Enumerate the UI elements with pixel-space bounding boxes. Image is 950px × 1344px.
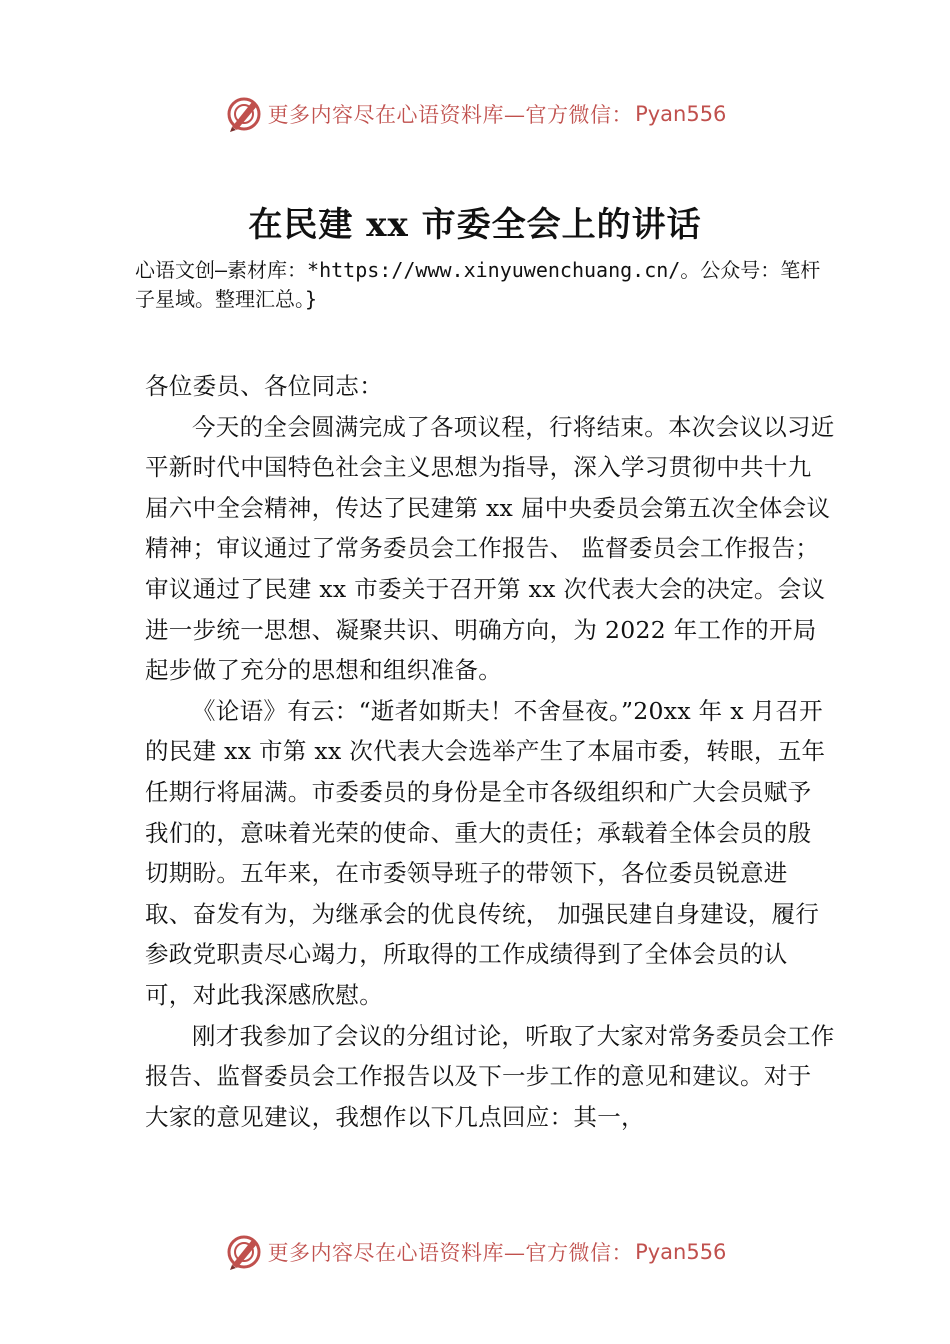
pen-logo-icon bbox=[224, 1232, 264, 1272]
salutation: 各位委员、各位同志： bbox=[145, 372, 383, 400]
header-banner bbox=[0, 92, 950, 136]
paragraph: 刚才我参加了会议的分组讨论，听取了大家对常务委员会工作报告、监督委员会工作报告以及下一步工作的意见和建议。对于大家的意见建议，我想作以下几点回应：其一， bbox=[145, 1021, 835, 1131]
document-body bbox=[145, 366, 835, 1137]
pen-logo-icon bbox=[224, 94, 264, 134]
document-title: 在民建 xx 市委全会上的讲话 bbox=[248, 205, 702, 245]
banner-wechat-id: Pyan556 bbox=[635, 1240, 727, 1264]
paragraph: 《论语》有云：“逝者如斯夫！不舍昼夜。”20xx 年 x 月召开的民建 xx 市第 xx 次代表大会选举产生了本届市委，转眼，五年任期行将届满。市委委员的身份是全市各级组织和广大会员赋予我们的，意味着光荣的使命、重大的责任；承载着全体会员的殷切期盼。五年来，在市委领导班子的带领下，各位委员锐意进取、奋发有为，为继承会的优良传统， 加强民建自身建设，履行参政党职责尽心竭力，所取得的工作成绩得到了全体会员的认可，对此我深感欣慰。 bbox=[145, 696, 826, 1009]
banner-text: 更多内容尽在心语资料库—官方微信： bbox=[267, 1241, 634, 1265]
banner-wechat-id: Pyan556 bbox=[635, 102, 727, 126]
source-note: 心语文创—素材库：*https://www.xinyuwenchuang.cn/。公众号：笔杆子星域。整理汇总。} bbox=[135, 258, 821, 311]
paragraph: 今天的全会圆满完成了各项议程，行将结束。本次会议以习近平新时代中国特色社会主义思想为指导，深入学习贯彻中共十九届六中全会精神，传达了民建第 xx 届中央委员会第五次全体会议精神；审议通过了常务委员会工作报告、 监督委员会工作报告；审议通过了民建 xx 市委关于召开第 xx 次代表大会的决定。会议进一步统一思想、凝聚共识、明确方向，为 2022 年工作的开局起步做了充分的思想和组织准备。 bbox=[145, 412, 835, 685]
banner-text: 更多内容尽在心语资料库—官方微信： bbox=[267, 103, 634, 127]
footer-banner bbox=[0, 1230, 950, 1274]
